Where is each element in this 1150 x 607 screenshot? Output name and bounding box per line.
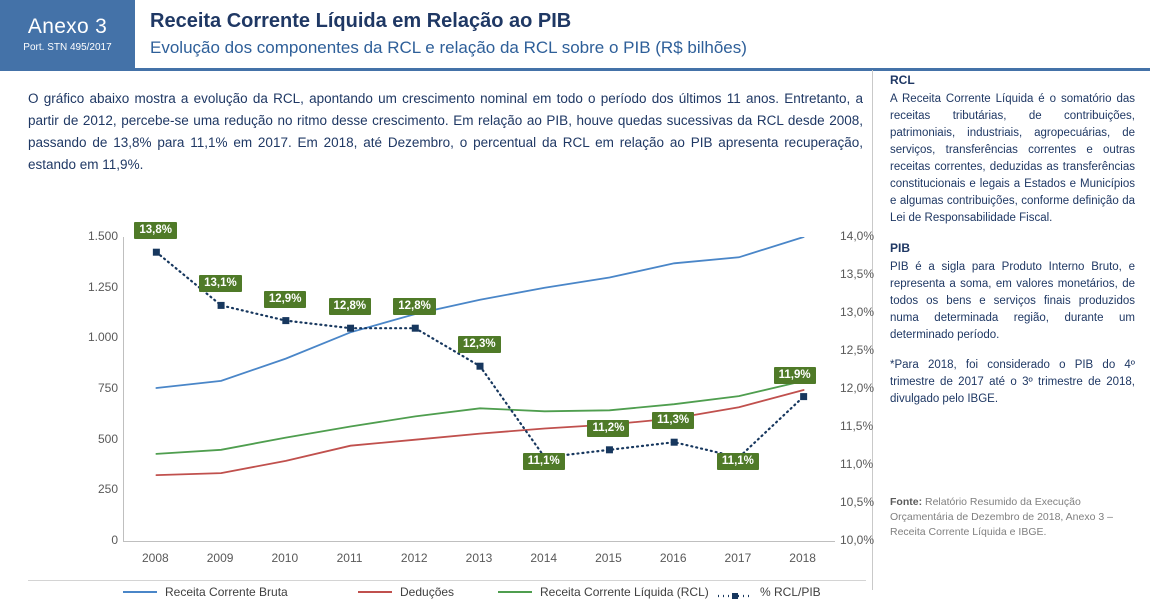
page-title: Receita Corrente Líquida em Relação ao PIB	[150, 10, 572, 32]
x-tick: 2012	[400, 551, 428, 565]
y-tick-right: 13,0%	[840, 305, 875, 319]
legend-item[interactable]	[123, 585, 288, 599]
pib-note: *Para 2018, foi considerado o PIB do 4º trimestre de 2017 até o 3º trimestre de 2018, divulgado pelo IBGE.	[890, 359, 1135, 405]
anexo-subtitle: Port. STN 495/2017	[23, 42, 112, 53]
source-note	[890, 495, 1135, 540]
y-tick-right: 12,5%	[840, 343, 875, 357]
data-label: 13,8%	[134, 222, 177, 239]
legend-swatch	[498, 591, 532, 593]
series-marker	[153, 249, 160, 256]
x-tick: 2009	[206, 551, 234, 565]
y-tick-right: 10,5%	[840, 495, 875, 509]
series-marker	[477, 363, 484, 370]
data-label: 12,3%	[458, 336, 501, 353]
plot-area	[123, 224, 835, 542]
data-label: 11,2%	[587, 420, 629, 437]
y-tick-left: 250	[97, 482, 118, 497]
source-text: Relatório Resumido da Execução Orçamentária de Dezembro de 2018, Anexo 3 – Receita Corrente Líquida e IBGE.	[890, 496, 1113, 538]
side-panel	[890, 72, 1135, 421]
y-axis-right	[840, 229, 900, 547]
y-tick-right: 12,0%	[840, 381, 875, 395]
y-tick-right: 13,5%	[840, 267, 875, 281]
y-tick-right: 10,0%	[840, 533, 875, 547]
x-tick: 2016	[659, 551, 687, 565]
series-marker	[800, 393, 807, 400]
legend-swatch	[718, 589, 752, 595]
anexo-title: Anexo 3	[27, 15, 108, 38]
header-divider	[0, 68, 1150, 71]
header-text-block	[150, 8, 747, 60]
chart-legend	[28, 580, 866, 603]
y-tick-right: 11,0%	[840, 457, 874, 471]
y-tick-left: 1.250	[87, 279, 118, 294]
series-line	[156, 381, 803, 454]
series-marker	[347, 325, 354, 332]
y-axis-left	[58, 229, 118, 547]
pib-heading: PIB	[890, 241, 911, 255]
data-label: 11,1%	[523, 453, 565, 470]
anexo-badge	[0, 0, 135, 68]
legend-label: Deduções	[400, 585, 455, 599]
x-tick: 2018	[789, 551, 816, 565]
y-tick-left: 0	[111, 533, 118, 547]
series-marker	[671, 439, 678, 446]
x-tick: 2013	[465, 551, 493, 565]
legend-label: Receita Corrente Líquida (RCL)	[540, 585, 709, 599]
data-label: 11,9%	[774, 367, 816, 384]
legend-swatch	[358, 591, 392, 593]
legend-label: % RCL/PIB	[760, 585, 821, 599]
data-label: 12,9%	[264, 291, 307, 308]
legend-item[interactable]	[718, 585, 821, 599]
y-tick-left: 1.000	[87, 330, 118, 345]
y-tick-left: 750	[97, 381, 118, 395]
x-tick: 2017	[724, 551, 752, 565]
x-tick: 2010	[271, 551, 299, 565]
data-label: 11,1%	[717, 453, 759, 470]
series-marker	[282, 317, 289, 324]
chart	[28, 224, 875, 565]
series-marker	[606, 446, 613, 453]
data-label: 11,3%	[652, 412, 694, 429]
x-tick: 2014	[530, 551, 558, 565]
x-tick: 2008	[142, 551, 169, 565]
data-label: 13,1%	[199, 275, 242, 292]
y-tick-right: 11,5%	[840, 419, 874, 433]
legend-item[interactable]	[498, 585, 709, 599]
x-tick: 2015	[595, 551, 622, 565]
series-marker	[218, 302, 225, 309]
source-label: Fonte:	[890, 496, 923, 508]
series-marker	[412, 325, 419, 332]
x-axis-labels	[123, 547, 835, 567]
pib-text: PIB é a sigla para Produto Interno Bruto, e representa a soma, em valores monetários, de todos os bens e serviços finais produzidos numa determinada região, durante um determinado período.	[890, 261, 1135, 341]
series-line	[156, 390, 803, 475]
y-tick-left: 1.500	[87, 229, 118, 243]
y-tick-left: 500	[97, 431, 118, 446]
y-tick-right: 14,0%	[840, 229, 875, 243]
rcl-heading: RCL	[890, 73, 915, 87]
legend-swatch	[123, 591, 157, 593]
rcl-text: A Receita Corrente Líquida é o somatório das receitas tributárias, de contribuições, patrimoniais, industriais, agropecuárias, de serviços, transferências correntes e outras receitas correntes, deduzidas as transferências constitucionais e legais a Estados e Municípios e algumas contribuições, conforme definição da Lei de Responsabilidade Fiscal.	[890, 93, 1135, 224]
series-line	[156, 252, 803, 457]
intro-paragraph: O gráfico abaixo mostra a evolução da RCL, apontando um crescimento nominal em todo o período dos últimos 11 anos. Entretanto, a partir de 2012, percebe-se uma redução no ritmo desse crescimento. Em relação ao PIB, houve quedas sucessivas da RCL desde 2008, passando de 13,8% para 11,1% em 2017. Em 2018, até Dezembro, o percentual da RCL em relação ao PIB apresenta recuperação, estando em 11,9%.	[28, 91, 863, 172]
page-subtitle: Evolução dos componentes da RCL e relação da RCL sobre o PIB (R$ bilhões)	[150, 38, 747, 57]
data-label: 12,8%	[329, 298, 372, 315]
data-label: 12,8%	[393, 298, 436, 315]
x-tick: 2011	[336, 551, 363, 565]
page-header	[0, 0, 1150, 68]
legend-label: Receita Corrente Bruta	[165, 585, 288, 599]
legend-item[interactable]	[358, 585, 454, 599]
